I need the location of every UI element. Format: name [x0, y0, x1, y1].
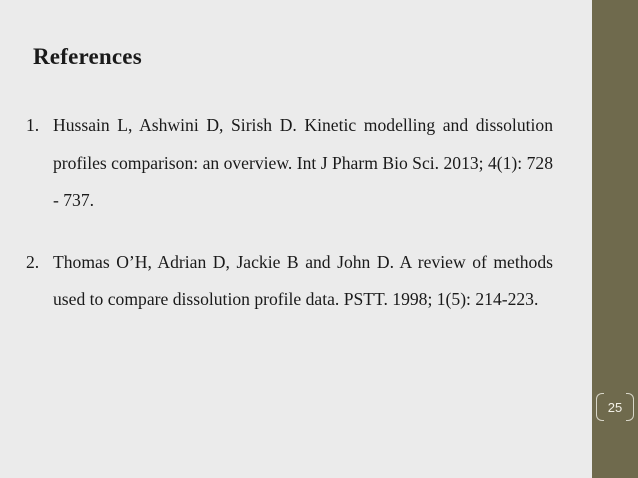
page-number-badge [596, 393, 634, 423]
reference-number: 2. [26, 251, 40, 272]
page-number: 25 [607, 399, 623, 415]
reference-text: Hussain L, Ashwini D, Sirish D. Kinetic modelling and dissolution profiles comparison: an overview. Int J Pharm Bio Sci. 2013; 4(1): 728 - 737. [53, 115, 553, 210]
reference-item-2 [26, 244, 553, 319]
reference-list [26, 107, 553, 319]
reference-text: Thomas O’H, Adrian D, Jackie B and John D. A review of methods used to compare dissolution profile data. PSTT. 1998; 1(5): 214-223. [53, 251, 553, 309]
reference-number: 1. [26, 115, 40, 135]
right-bracket-icon [626, 393, 634, 421]
slide-title: References [33, 44, 142, 69]
left-bracket-icon [596, 393, 604, 421]
reference-item-1 [26, 107, 553, 220]
